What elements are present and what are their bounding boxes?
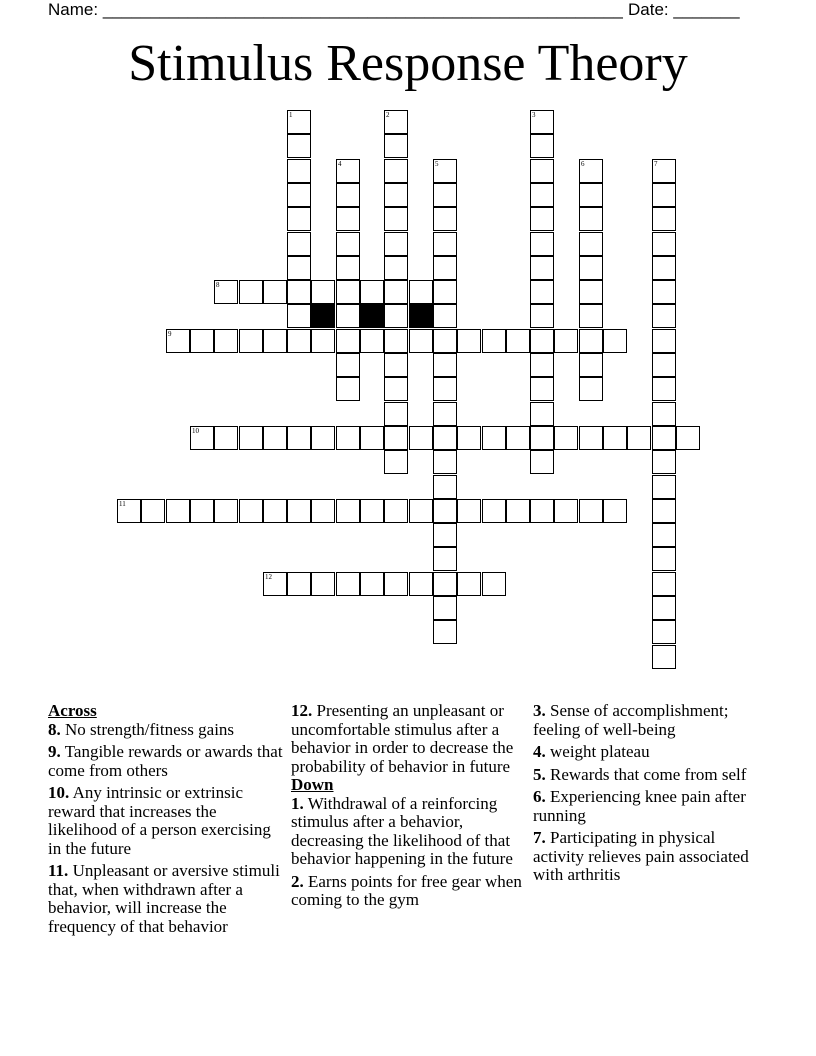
black-cell xyxy=(311,304,335,328)
grid-cell[interactable] xyxy=(652,329,676,353)
name-label: Name: xyxy=(48,0,99,19)
grid-cell[interactable] xyxy=(652,377,676,401)
grid-cell[interactable] xyxy=(263,329,287,353)
grid-cell[interactable] xyxy=(579,329,603,353)
clue-number-label: 7 xyxy=(654,160,658,168)
grid-cell[interactable] xyxy=(384,450,408,474)
grid-cell[interactable] xyxy=(336,572,360,596)
grid-cell[interactable] xyxy=(239,426,263,450)
clue-text: Tangible rewards or awards that come from others xyxy=(48,742,283,780)
clue-number-label: 10 xyxy=(192,427,199,435)
grid-cell[interactable] xyxy=(117,499,141,523)
grid-cell[interactable] xyxy=(336,207,360,231)
clue-text: weight plateau xyxy=(550,742,650,761)
grid-cell[interactable] xyxy=(482,426,506,450)
grid-cell[interactable] xyxy=(579,304,603,328)
grid-cell[interactable] xyxy=(384,280,408,304)
grid-cell[interactable] xyxy=(190,329,214,353)
clue-number: 5. xyxy=(533,764,546,784)
grid-cell[interactable] xyxy=(579,207,603,231)
grid-cell[interactable] xyxy=(530,304,554,328)
grid-cell[interactable] xyxy=(311,499,335,523)
clue-number: 8. xyxy=(48,719,61,739)
grid-cell[interactable] xyxy=(287,426,311,450)
grid-cell[interactable] xyxy=(530,256,554,280)
grid-cell[interactable] xyxy=(384,572,408,596)
grid-cell[interactable] xyxy=(433,304,457,328)
grid-cell[interactable] xyxy=(384,402,408,426)
grid-cell[interactable] xyxy=(433,402,457,426)
clue-text: Rewards that come from self xyxy=(550,764,747,784)
grid-cell[interactable] xyxy=(360,280,384,304)
name-line[interactable]: _______________________________________________________ xyxy=(102,0,623,19)
grid-cell[interactable] xyxy=(336,256,360,280)
clue-number-label: 12 xyxy=(265,573,272,581)
clues-column-2 xyxy=(291,702,527,914)
clue-across-9 xyxy=(48,743,284,780)
grid-cell[interactable] xyxy=(287,232,311,256)
grid-cell[interactable] xyxy=(360,499,384,523)
clue-down-5 xyxy=(533,766,769,785)
grid-cell[interactable] xyxy=(336,377,360,401)
grid-cell[interactable] xyxy=(603,329,627,353)
clue-across-12 xyxy=(291,702,527,776)
grid-cell[interactable] xyxy=(433,232,457,256)
grid-cell[interactable] xyxy=(384,499,408,523)
grid-cell[interactable] xyxy=(287,207,311,231)
clue-text: Participating in physical activity relieves pain associated with arthritis xyxy=(533,828,749,884)
grid-cell[interactable] xyxy=(384,304,408,328)
grid-cell[interactable] xyxy=(554,426,578,450)
grid-cell[interactable] xyxy=(409,329,433,353)
clue-number-label: 3 xyxy=(532,111,536,119)
black-cell xyxy=(360,304,384,328)
grid-cell[interactable] xyxy=(384,207,408,231)
clue-down-3 xyxy=(533,702,769,739)
clue-text: Presenting an unpleasant or uncomfortable stimulus after a behavior in order to decrease the probability of behavior in future xyxy=(291,701,514,776)
clue-number: 2. xyxy=(291,871,304,891)
clue-number: 1. xyxy=(291,793,304,813)
grid-cell[interactable] xyxy=(311,426,335,450)
grid-cell[interactable] xyxy=(652,499,676,523)
grid-cell[interactable] xyxy=(506,329,530,353)
grid-cell[interactable] xyxy=(287,110,311,134)
grid-cell[interactable] xyxy=(239,499,263,523)
date-label: Date: xyxy=(628,0,669,19)
clue-text: Sense of accomplishment; feeling of well-being xyxy=(533,701,729,739)
grid-cell[interactable] xyxy=(482,572,506,596)
grid-cell[interactable] xyxy=(530,110,554,134)
grid-cell[interactable] xyxy=(433,329,457,353)
grid-cell[interactable] xyxy=(384,232,408,256)
grid-cell[interactable] xyxy=(263,280,287,304)
grid-cell[interactable] xyxy=(409,280,433,304)
grid-cell[interactable] xyxy=(579,499,603,523)
grid-cell[interactable] xyxy=(652,475,676,499)
grid-cell[interactable] xyxy=(433,280,457,304)
clue-down-7 xyxy=(533,829,769,885)
grid-cell[interactable] xyxy=(287,572,311,596)
grid-cell[interactable] xyxy=(433,450,457,474)
grid-cell[interactable] xyxy=(360,426,384,450)
grid-cell[interactable] xyxy=(263,499,287,523)
clue-text: Withdrawal of a reinforcing stimulus after a behavior, decreasing the likelihood of that behavior happening in the future xyxy=(291,793,513,868)
grid-cell[interactable] xyxy=(530,207,554,231)
grid-cell[interactable] xyxy=(652,232,676,256)
grid-cell[interactable] xyxy=(214,499,238,523)
grid-cell[interactable] xyxy=(433,207,457,231)
clue-text: Unpleasant or aversive stimuli that, when withdrawn after a behavior, will increase the frequency of that behavior xyxy=(48,861,280,936)
grid-cell[interactable] xyxy=(409,426,433,450)
grid-cell[interactable] xyxy=(554,499,578,523)
grid-cell[interactable] xyxy=(506,499,530,523)
grid-cell[interactable] xyxy=(457,329,481,353)
grid-cell[interactable] xyxy=(652,207,676,231)
grid-cell[interactable] xyxy=(433,523,457,547)
grid-cell[interactable] xyxy=(652,402,676,426)
grid-cell[interactable] xyxy=(579,183,603,207)
grid-cell[interactable] xyxy=(457,499,481,523)
grid-cell[interactable] xyxy=(360,329,384,353)
grid-cell[interactable] xyxy=(652,620,676,644)
grid-cell[interactable] xyxy=(239,329,263,353)
clue-number-label: 8 xyxy=(216,281,220,289)
clue-text: Experiencing knee pain after running xyxy=(533,787,746,825)
clue-number: 9. xyxy=(48,742,61,761)
clue-down-1 xyxy=(291,795,527,869)
grid-cell[interactable] xyxy=(336,329,360,353)
grid-cell[interactable] xyxy=(530,353,554,377)
grid-cell[interactable] xyxy=(214,329,238,353)
grid-cell[interactable] xyxy=(409,572,433,596)
grid-cell[interactable] xyxy=(336,280,360,304)
grid-cell[interactable] xyxy=(287,329,311,353)
clue-down-6 xyxy=(533,788,769,825)
grid-cell[interactable] xyxy=(287,304,311,328)
grid-cell[interactable] xyxy=(287,159,311,183)
grid-cell[interactable] xyxy=(652,547,676,571)
grid-cell[interactable] xyxy=(214,426,238,450)
grid-cell[interactable] xyxy=(336,159,360,183)
grid-cell[interactable] xyxy=(530,159,554,183)
grid-cell[interactable] xyxy=(384,426,408,450)
grid-cell[interactable] xyxy=(239,280,263,304)
grid-cell[interactable] xyxy=(433,183,457,207)
grid-cell[interactable] xyxy=(287,183,311,207)
clue-number-label: 5 xyxy=(435,160,439,168)
grid-cell[interactable] xyxy=(311,572,335,596)
grid-cell[interactable] xyxy=(579,256,603,280)
grid-cell[interactable] xyxy=(652,183,676,207)
clue-across-10 xyxy=(48,784,284,858)
grid-cell[interactable] xyxy=(311,329,335,353)
grid-cell[interactable] xyxy=(506,426,530,450)
grid-cell[interactable] xyxy=(603,426,627,450)
grid-cell[interactable] xyxy=(166,499,190,523)
clues-column-3 xyxy=(533,702,769,889)
grid-cell[interactable] xyxy=(384,183,408,207)
clue-number: 7. xyxy=(533,828,546,847)
grid-cell[interactable] xyxy=(190,426,214,450)
grid-cell[interactable] xyxy=(214,280,238,304)
clue-down-4 xyxy=(533,743,769,762)
grid-cell[interactable] xyxy=(530,232,554,256)
grid-cell[interactable] xyxy=(652,256,676,280)
grid-cell[interactable] xyxy=(384,134,408,158)
grid-cell[interactable] xyxy=(336,353,360,377)
clue-text: Any intrinsic or extrinsic reward that increases the likelihood of a person exercising in the future xyxy=(48,783,271,858)
grid-cell[interactable] xyxy=(530,329,554,353)
down-heading: Down xyxy=(291,775,334,794)
date-line[interactable]: _______ xyxy=(673,0,740,19)
grid-cell[interactable] xyxy=(433,159,457,183)
grid-cell[interactable] xyxy=(311,280,335,304)
clue-number-label: 2 xyxy=(386,111,390,119)
grid-cell[interactable] xyxy=(530,426,554,450)
grid-cell[interactable] xyxy=(433,377,457,401)
clues-column-1 xyxy=(48,702,284,940)
grid-cell[interactable] xyxy=(652,596,676,620)
grid-cell[interactable] xyxy=(579,159,603,183)
grid-cell[interactable] xyxy=(530,377,554,401)
grid-cell[interactable] xyxy=(652,426,676,450)
grid-cell[interactable] xyxy=(287,499,311,523)
clue-across-8 xyxy=(48,721,284,740)
grid-cell[interactable] xyxy=(409,499,433,523)
grid-cell[interactable] xyxy=(482,329,506,353)
grid-cell[interactable] xyxy=(433,572,457,596)
grid-cell[interactable] xyxy=(530,280,554,304)
clue-text: Earns points for free gear when coming to the gym xyxy=(291,871,522,909)
grid-cell[interactable] xyxy=(530,402,554,426)
clue-text: No strength/fitness gains xyxy=(65,719,235,739)
clue-number: 10. xyxy=(48,783,70,802)
grid-cell[interactable] xyxy=(433,353,457,377)
grid-cell[interactable] xyxy=(652,304,676,328)
clue-number: 11. xyxy=(48,861,69,880)
grid-cell[interactable] xyxy=(579,280,603,304)
grid-cell[interactable] xyxy=(554,329,578,353)
clue-down-2 xyxy=(291,873,527,910)
grid-cell[interactable] xyxy=(579,232,603,256)
grid-cell[interactable] xyxy=(627,426,651,450)
grid-cell[interactable] xyxy=(530,134,554,158)
grid-cell[interactable] xyxy=(603,499,627,523)
grid-cell[interactable] xyxy=(433,596,457,620)
grid-cell[interactable] xyxy=(433,256,457,280)
clue-number: 3. xyxy=(533,701,546,720)
grid-cell[interactable] xyxy=(384,353,408,377)
clue-number-label: 4 xyxy=(338,160,342,168)
grid-cell[interactable] xyxy=(336,232,360,256)
grid-cell[interactable] xyxy=(384,159,408,183)
clue-number: 6. xyxy=(533,787,546,806)
grid-cell[interactable] xyxy=(652,159,676,183)
black-cell xyxy=(409,304,433,328)
grid-cell[interactable] xyxy=(579,426,603,450)
grid-cell[interactable] xyxy=(263,426,287,450)
grid-cell[interactable] xyxy=(384,110,408,134)
grid-cell[interactable] xyxy=(190,499,214,523)
clue-number: 4. xyxy=(533,742,546,761)
grid-cell[interactable] xyxy=(579,377,603,401)
grid-cell[interactable] xyxy=(652,572,676,596)
grid-cell[interactable] xyxy=(530,450,554,474)
grid-cell[interactable] xyxy=(482,499,506,523)
grid-cell[interactable] xyxy=(530,183,554,207)
grid-cell[interactable] xyxy=(652,523,676,547)
grid-cell[interactable] xyxy=(676,426,700,450)
grid-cell[interactable] xyxy=(433,475,457,499)
grid-cell[interactable] xyxy=(166,329,190,353)
clue-number-label: 6 xyxy=(581,160,585,168)
clue-across-11 xyxy=(48,862,284,936)
grid-cell[interactable] xyxy=(384,329,408,353)
grid-cell[interactable] xyxy=(433,499,457,523)
grid-cell[interactable] xyxy=(287,256,311,280)
grid-cell[interactable] xyxy=(652,280,676,304)
clue-number-label: 9 xyxy=(168,330,172,338)
page-title: Stimulus Response Theory xyxy=(128,35,688,92)
grid-cell[interactable] xyxy=(287,134,311,158)
grid-cell[interactable] xyxy=(433,547,457,571)
grid-cell[interactable] xyxy=(287,280,311,304)
grid-cell[interactable] xyxy=(384,377,408,401)
grid-cell[interactable] xyxy=(433,620,457,644)
grid-cell[interactable] xyxy=(530,499,554,523)
grid-cell[interactable] xyxy=(652,645,676,669)
grid-cell[interactable] xyxy=(433,426,457,450)
grid-cell[interactable] xyxy=(141,499,165,523)
grid-cell[interactable] xyxy=(336,426,360,450)
clue-number: 12. xyxy=(291,701,313,720)
grid-cell[interactable] xyxy=(652,450,676,474)
grid-cell[interactable] xyxy=(263,572,287,596)
grid-cell[interactable] xyxy=(336,304,360,328)
grid-cell[interactable] xyxy=(336,499,360,523)
grid-cell[interactable] xyxy=(457,572,481,596)
clue-number-label: 1 xyxy=(289,111,293,119)
grid-cell[interactable] xyxy=(457,426,481,450)
grid-cell[interactable] xyxy=(579,353,603,377)
across-heading: Across xyxy=(48,701,97,720)
grid-cell[interactable] xyxy=(360,572,384,596)
grid-cell[interactable] xyxy=(336,183,360,207)
grid-cell[interactable] xyxy=(384,256,408,280)
clue-number-label: 11 xyxy=(119,500,126,508)
grid-cell[interactable] xyxy=(652,353,676,377)
